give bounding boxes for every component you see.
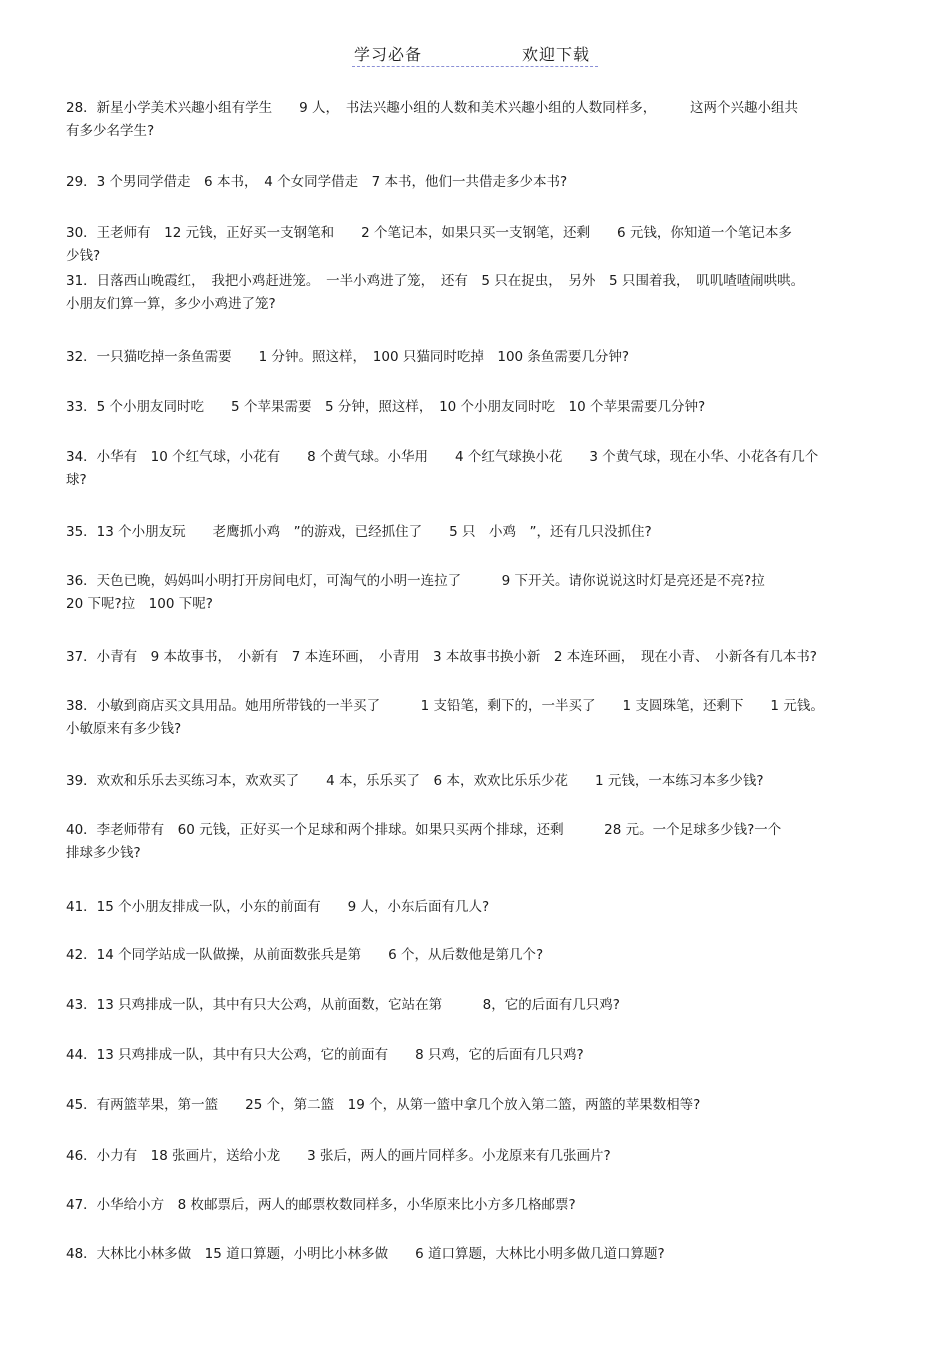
question-38 bbox=[66, 695, 824, 741]
question-line: 37．小青有 9 本故事书， 小新有 7 本连环画， 小青用 3 本故事书换小新 2 本连环画， 现在小青、 小新各有几本书? bbox=[66, 649, 817, 665]
question-line: 28．新星小学美术兴趣小组有学生 9 人， 书法兴趣小组的人数和美术兴趣小组的人数同样多， 这两个兴趣小组共 bbox=[66, 100, 799, 116]
question-line: 41．15 个小朋友排成一队，小东的前面有 9 人，小东后面有几人? bbox=[66, 899, 490, 915]
question-line: 45．有两篮苹果，第一篮 25 个，第二篮 19 个，从第一篮中拿几个放入第二篮，两篮的苹果数相等? bbox=[66, 1097, 701, 1113]
question-40 bbox=[66, 819, 781, 865]
question-47 bbox=[66, 1194, 576, 1217]
question-line: 31．日落西山晚霞红， 我把小鸡赶进笼。 一半小鸡进了笼， 还有 5 只在捉虫， 另外 5 只围着我， 叽叽喳喳闹哄哄。 bbox=[66, 273, 805, 289]
question-37 bbox=[66, 646, 817, 669]
question-30 bbox=[66, 222, 792, 268]
question-42 bbox=[66, 944, 543, 967]
question-line: 30．王老师有 12 元钱，正好买一支钢笔和 2 个笔记本，如果只买一支钢笔，还剩 6 元钱，你知道一个笔记本多 bbox=[66, 225, 792, 241]
header-left-text: 学习必备 bbox=[354, 45, 423, 64]
question-line: 43．13 只鸡排成一队，其中有只大公鸡，从前面数，它站在第 8，它的后面有几只鸡? bbox=[66, 997, 620, 1013]
question-line: 36．天色已晚，妈妈叫小明打开房间电灯，可淘气的小明一连拉了 9 下开关。请你说说这时灯是亮还是不亮?拉 bbox=[66, 573, 765, 589]
question-line: 47．小华给小方 8 枚邮票后，两人的邮票枚数同样多，小华原来比小方多几格邮票? bbox=[66, 1197, 576, 1213]
page-header bbox=[352, 40, 598, 67]
question-44 bbox=[66, 1044, 584, 1067]
question-48 bbox=[66, 1243, 665, 1266]
question-line: 44．13 只鸡排成一队，其中有只大公鸡，它的前面有 8 只鸡，它的后面有几只鸡? bbox=[66, 1047, 584, 1063]
question-line: 40．李老师带有 60 元钱，正好买一个足球和两个排球。如果只买两个排球，还剩 28 元。一个足球多少钱?一个 bbox=[66, 822, 782, 838]
question-39 bbox=[66, 770, 763, 793]
question-28 bbox=[66, 97, 798, 143]
question-36 bbox=[66, 570, 765, 616]
question-line: 29．3 个男同学借走 6 本书， 4 个女同学借走 7 本书，他们一共借走多少本书? bbox=[66, 174, 568, 190]
question-34 bbox=[66, 446, 818, 492]
question-41 bbox=[66, 896, 489, 919]
question-32 bbox=[66, 346, 629, 369]
question-line: 33．5 个小朋友同时吃 5 个苹果需要 5 分钟，照这样， 10 个小朋友同时吃 10 个苹果需要几分钟? bbox=[66, 399, 706, 415]
question-line: 20 下呢?拉 100 下呢? bbox=[66, 596, 213, 612]
question-line: 小朋友们算一算，多少小鸡进了笼? bbox=[66, 296, 276, 312]
question-line: 38．小敏到商店买文具用品。她用所带钱的一半买了 1 支铅笔，剩下的，一半买了 1 支圆珠笔，还剩下 1 元钱。 bbox=[66, 698, 824, 714]
question-line: 少钱? bbox=[66, 248, 101, 264]
question-line: 排球多少钱? bbox=[66, 845, 141, 861]
question-43 bbox=[66, 994, 620, 1017]
question-46 bbox=[66, 1145, 611, 1168]
header-right-text: 欢迎下载 bbox=[522, 45, 591, 64]
question-line: 小敏原来有多少钱? bbox=[66, 721, 182, 737]
question-line: 42．14 个同学站成一队做操，从前面数张兵是第 6 个，从后数他是第几个? bbox=[66, 947, 544, 963]
question-line: 球? bbox=[66, 472, 87, 488]
question-45 bbox=[66, 1094, 700, 1117]
question-line: 35．13 个小朋友玩 老鹰抓小鸡 ”的游戏，已经抓住了 5 只 小鸡 ”，还有几只没抓住? bbox=[66, 524, 652, 540]
question-line: 有多少名学生? bbox=[66, 123, 155, 139]
question-line: 48．大林比小林多做 15 道口算题，小明比小林多做 6 道口算题，大林比小明多做几道口算题? bbox=[66, 1246, 665, 1262]
question-31 bbox=[66, 270, 804, 316]
question-29 bbox=[66, 171, 567, 194]
question-35 bbox=[66, 521, 652, 544]
question-line: 46．小力有 18 张画片，送给小龙 3 张后，两人的画片同样多。小龙原来有几张画片? bbox=[66, 1148, 611, 1164]
question-line: 32．一只猫吃掉一条鱼需要 1 分钟。照这样， 100 只猫同时吃掉 100 条鱼需要几分钟? bbox=[66, 349, 630, 365]
question-line: 34．小华有 10 个红气球，小花有 8 个黄气球。小华用 4 个红气球换小花 3 个黄气球，现在小华、小花各有几个 bbox=[66, 449, 819, 465]
question-line: 39．欢欢和乐乐去买练习本，欢欢买了 4 本，乐乐买了 6 本，欢欢比乐乐少花 1 元钱，一本练习本多少钱? bbox=[66, 773, 764, 789]
question-33 bbox=[66, 396, 705, 419]
